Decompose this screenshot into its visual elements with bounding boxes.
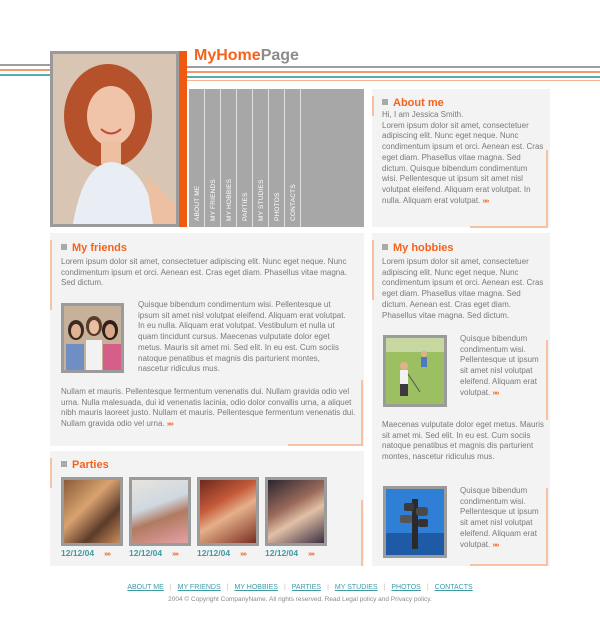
profile-photo bbox=[50, 51, 179, 227]
party-photo-2[interactable] bbox=[129, 477, 191, 546]
footer-link-about-me[interactable]: ABOUT ME bbox=[127, 584, 164, 591]
stripe-orange-left bbox=[0, 69, 50, 71]
parties-title: Parties bbox=[61, 458, 109, 472]
footer-link-parties[interactable]: PARTIES bbox=[291, 584, 322, 591]
more-arrow-icon[interactable]: »» bbox=[104, 551, 110, 558]
stripe-orange-right bbox=[187, 71, 600, 73]
friends-bracket-right bbox=[361, 380, 363, 446]
footer-separator: | bbox=[283, 584, 286, 591]
footer-separator: | bbox=[327, 584, 329, 591]
more-arrow-icon[interactable]: »» bbox=[172, 551, 178, 558]
nav-item-parties[interactable]: PARTIES bbox=[237, 89, 253, 227]
nav-item-my-friends[interactable]: MY FRIENDS bbox=[205, 89, 221, 227]
footer-nav bbox=[0, 583, 600, 592]
more-arrow-icon[interactable]: »» bbox=[492, 389, 499, 397]
hobbies-title: My hobbies bbox=[382, 241, 454, 255]
hobbies-side-text-2: Quisque bibendum condimentum wisi. Pellentesque ut ipsum sit amet nisl volutpat eleifend. Aliquam erat volutpat. »» bbox=[460, 486, 539, 549]
copyright-text: 2004 © Copyright CompanyName. All rights reserved. Read Legal policy and Privacy policy. bbox=[168, 596, 432, 603]
stripe-gray-right bbox=[187, 66, 600, 68]
footer-link-my-friends[interactable]: MY FRIENDS bbox=[177, 584, 221, 591]
bullet-square-icon bbox=[61, 244, 67, 250]
parties-bracket-right bbox=[361, 500, 363, 566]
party-date-1[interactable]: 12/12/04 »» bbox=[61, 548, 110, 558]
party-date-2[interactable]: 12/12/04 »» bbox=[129, 548, 178, 558]
nav-item-contacts[interactable]: CONTACTS bbox=[285, 89, 301, 227]
party-photo-1[interactable] bbox=[61, 477, 123, 546]
about-bracket bbox=[546, 150, 548, 228]
party-photo-4[interactable] bbox=[265, 477, 327, 546]
footer-link-photos[interactable]: PHOTOS bbox=[391, 584, 421, 591]
party-date-4[interactable]: 12/12/04 »» bbox=[265, 548, 314, 558]
main-nav bbox=[189, 89, 364, 227]
party-photo-3[interactable] bbox=[197, 477, 259, 546]
about-bracket-bottom bbox=[470, 226, 548, 228]
nav-item-my-hobbies[interactable]: MY HOBBIES bbox=[221, 89, 237, 227]
footer-separator: | bbox=[426, 584, 429, 591]
more-arrow-icon[interactable]: »» bbox=[166, 421, 173, 429]
hobbies-bracket-bottom bbox=[470, 564, 548, 566]
footer-separator: | bbox=[226, 584, 229, 591]
hobbies-bracket-left bbox=[372, 240, 374, 300]
bullet-square-icon bbox=[382, 244, 388, 250]
about-text: Hi, I am Jessica Smith. Lorem ipsum dolor sit amet, consectetuer adipiscing elit. Nunc eget neque. Nunc condimentum ipsum et orci. Aenean est. Cras eget diam. Phasellus vitae magna. Sed dictum. Quisque bibendum condimentum wisi. Pellentesque ut ipsum sit amet nisl volutpat eleifend. Aliquam erat volutpat. In nulla. Aliquam erat volutpat. »» bbox=[382, 110, 544, 205]
footer-link-contacts[interactable]: CONTACTS bbox=[434, 584, 473, 591]
more-arrow-icon[interactable]: »» bbox=[308, 551, 314, 558]
about-bracket-left bbox=[372, 96, 374, 116]
accent-bar bbox=[179, 51, 187, 227]
nav-item-my-studies[interactable]: MY STUDIES bbox=[253, 89, 269, 227]
friends-intro: Lorem ipsum dolor sit amet, consectetuer adipiscing elit. Nunc eget neque. Nunc condimentum ipsum et orci. Aenean est. Cras eget diam. Phasellus vitae magna. Sed dictum. bbox=[61, 257, 347, 288]
friends-bracket-bottom bbox=[288, 444, 363, 446]
hobby-golf-photo bbox=[383, 335, 447, 407]
hobby-clubs-photo bbox=[383, 486, 447, 558]
friends-title: My friends bbox=[61, 241, 127, 255]
hobbies-bracket-right-1 bbox=[546, 340, 548, 420]
hobbies-side-text-1: Quisque bibendum condimentum wisi. Pellentesque ut ipsum sit amet nisl volutpat eleifend. Aliquam erat volutpat. »» bbox=[460, 334, 539, 397]
hobbies-middle-text: Maecenas vulputate dolor eget metus. Mauris sit amet mi. Sed elit. In eu est. Cum sociis natoque penatibus et magnis dis parturient montes, nascetur ridiculus mus. bbox=[382, 420, 544, 462]
hobbies-intro: Lorem ipsum dolor sit amet, consectetuer adipiscing elit. Nunc eget neque. Nunc condimentum ipsum et orci. Aenean est. Cras eget diam. Phasellus vitae magna. Sed dictum. Aenean est. Cras eget diam. Phasellus vitae magna. Sed dictum. bbox=[382, 257, 544, 320]
friends-bracket-left bbox=[50, 240, 52, 310]
parties-bracket-left bbox=[50, 458, 52, 488]
footer-link-my-studies[interactable]: MY STUDIES bbox=[334, 584, 378, 591]
hobbies-bracket-right-2 bbox=[546, 488, 548, 566]
stripe-gray-left bbox=[0, 64, 50, 66]
stripe-teal-right bbox=[187, 76, 600, 78]
friends-photo bbox=[61, 303, 124, 373]
bullet-square-icon bbox=[382, 99, 388, 105]
stripe-orange-right-2 bbox=[187, 80, 600, 81]
nav-item-photos[interactable]: PHOTOS bbox=[269, 89, 285, 227]
footer-separator: | bbox=[383, 584, 386, 591]
more-arrow-icon[interactable]: »» bbox=[240, 551, 246, 558]
friends-outro: Nullam et mauris. Pellentesque fermentum venenatis dui. Nullam gravida odio vel urna. Nulla malesuada, dui id venenatis lacinia, odio dolor convallis urna, a aliquet nibh mauris laoreet justo. Nullam et mauris. Pellentesque fermentum venenatis dui. Nullam gravida odio vel urna. »» bbox=[61, 387, 356, 429]
party-date-3[interactable]: 12/12/04 »» bbox=[197, 548, 246, 558]
more-arrow-icon[interactable]: »» bbox=[482, 197, 489, 205]
stripe-teal-left bbox=[0, 74, 50, 76]
footer-separator: | bbox=[169, 584, 172, 591]
about-title: About me bbox=[382, 96, 444, 110]
friends-side-text: Quisque bibendum condimentum wisi. Pellentesque ut ipsum sit amet nisl volutpat eleifend. Aliquam erat volutpat. In eu nulla. Aliquam erat volutpat. Vestibulum et nulla ut quam tincidunt cursus. Maecenas vulputate dolor eget metus. Mauris sit amet mi. Sed elit. In eu est. Cum sociis natoque penatibus et magnis dis parturient montes, nascetur ridiculus mus. bbox=[138, 300, 346, 374]
footer-link-my-hobbies[interactable]: MY HOBBIES bbox=[234, 584, 278, 591]
site-logo[interactable]: MyHomePage bbox=[194, 47, 299, 64]
bullet-square-icon bbox=[61, 461, 67, 467]
more-arrow-icon[interactable]: »» bbox=[492, 541, 499, 549]
nav-item-about-me[interactable]: ABOUT ME bbox=[189, 89, 205, 227]
